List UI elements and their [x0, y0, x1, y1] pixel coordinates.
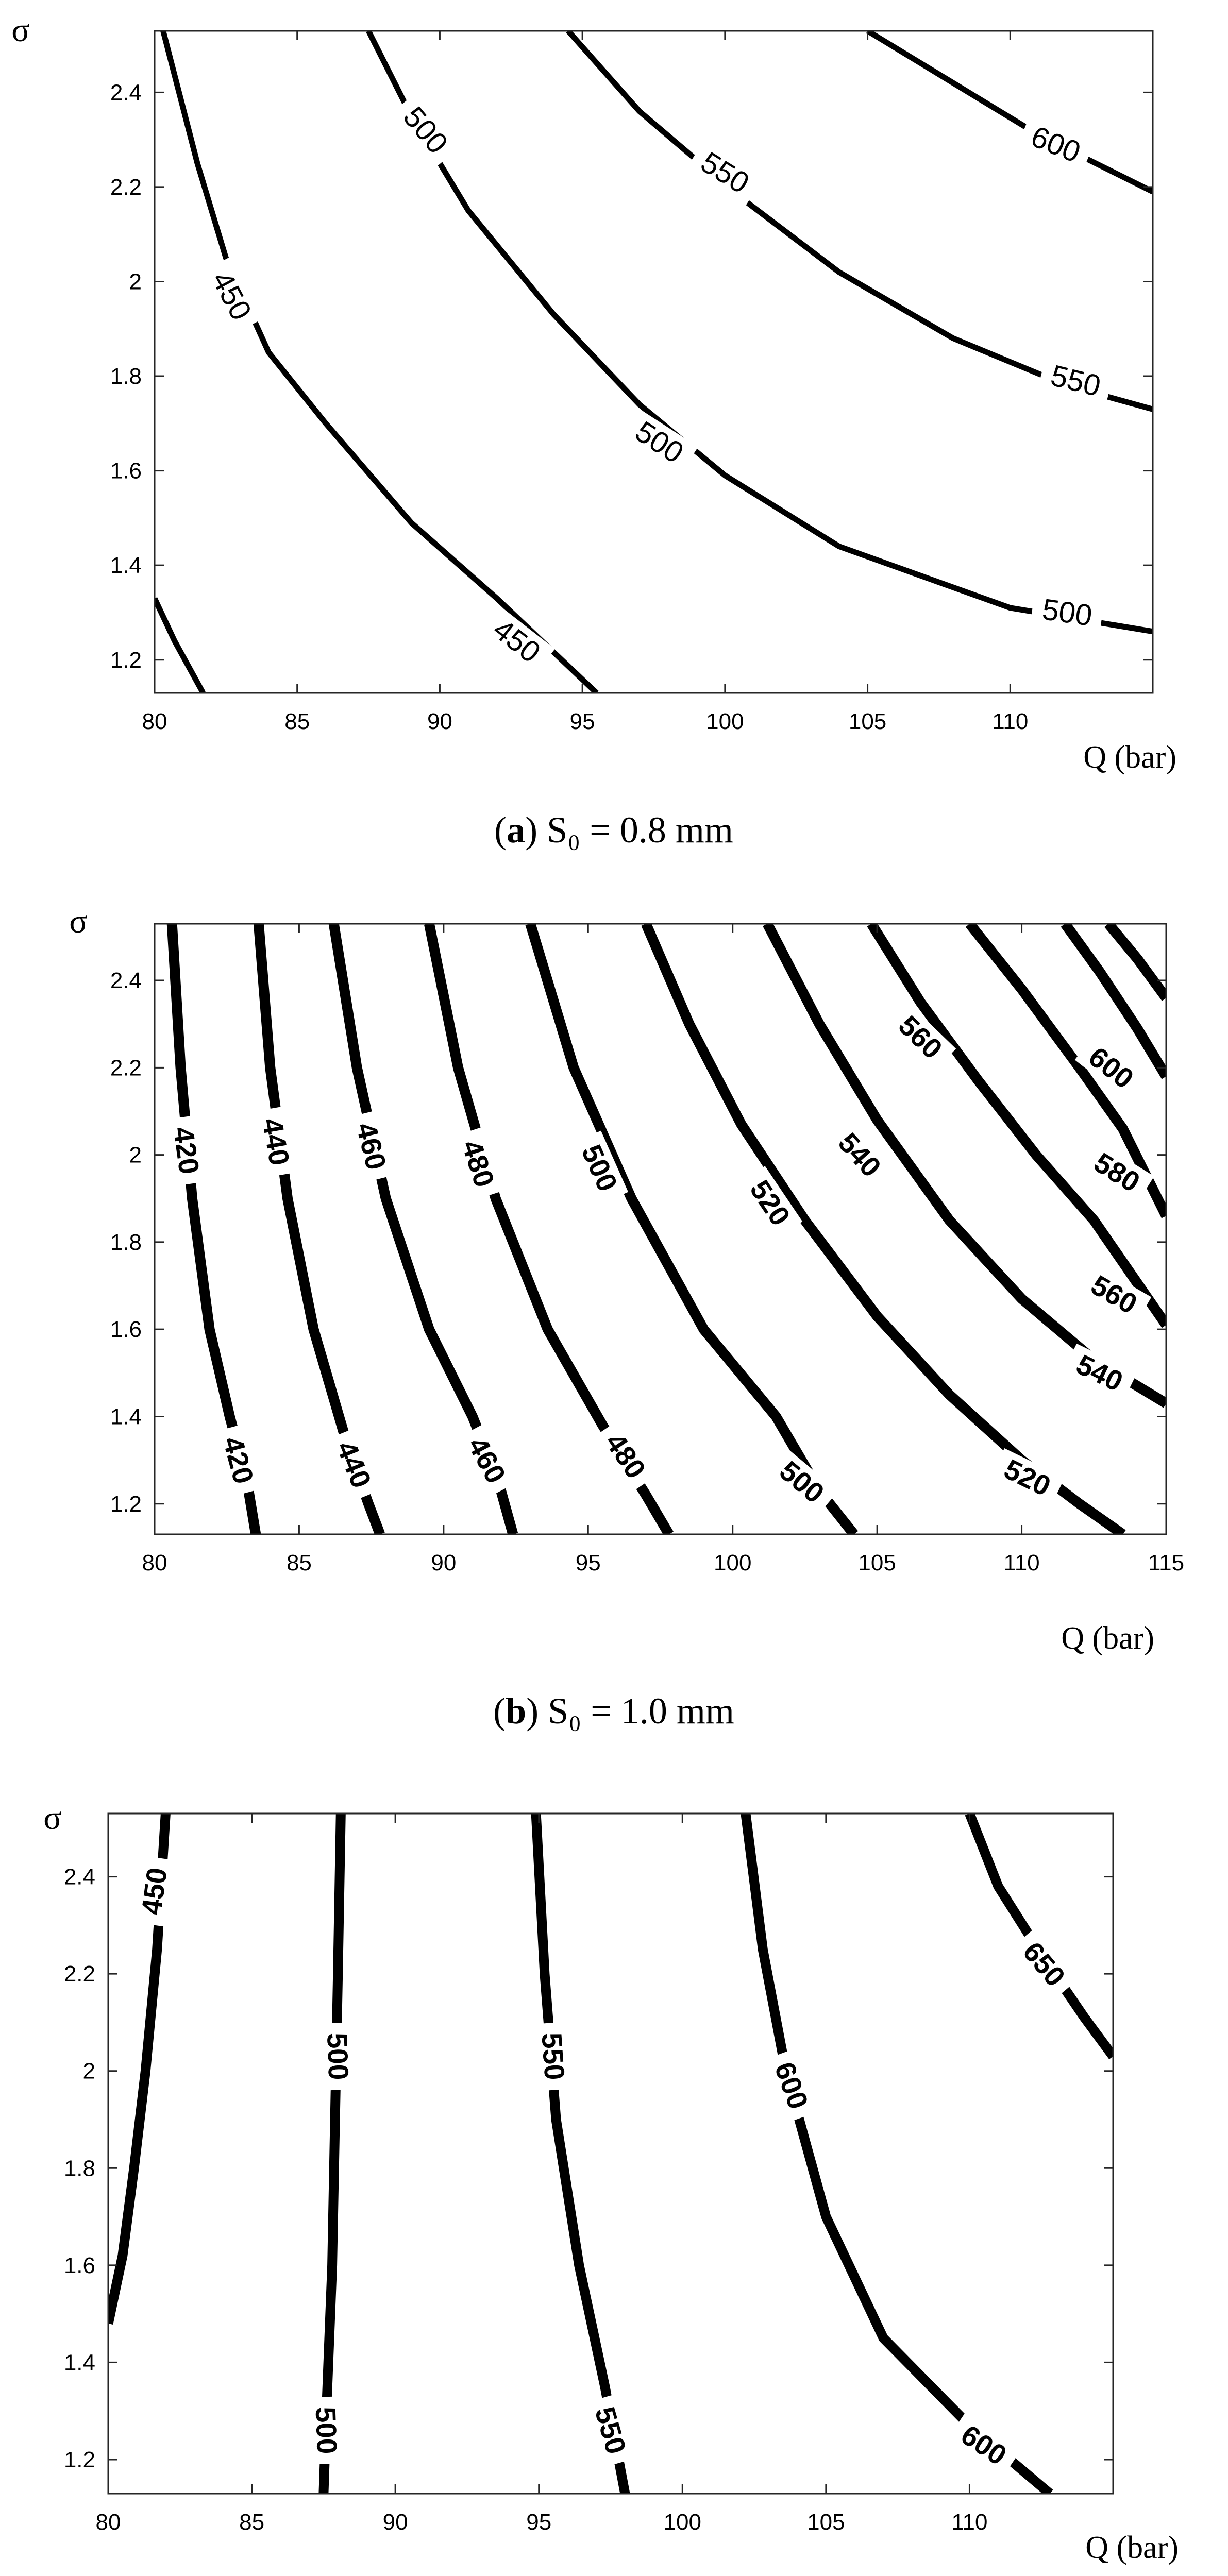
- contour-label-550: 550: [535, 2031, 571, 2081]
- x-tick-label: 95: [569, 709, 595, 734]
- x-tick-label: 105: [848, 709, 887, 734]
- contour-label-600: 600: [768, 2058, 815, 2113]
- y-tick-label: 1.4: [110, 553, 142, 579]
- y-tick-label: 1.6: [110, 458, 142, 484]
- contour-label-600: 600: [1083, 1040, 1140, 1095]
- contour-lines: [108, 1814, 1113, 2494]
- x-tick-label: 80: [142, 709, 167, 734]
- y-tick-label: 2.2: [63, 1961, 95, 1987]
- contour-lines: [155, 31, 1153, 693]
- x-tick-label: 90: [431, 1550, 457, 1575]
- y-ticks: [110, 80, 1153, 672]
- contour-label-500: 500: [629, 414, 689, 470]
- y-tick-label: 2.4: [110, 80, 142, 106]
- y-axis-label: σ: [11, 11, 30, 49]
- contour-label-560: 560: [1085, 1268, 1143, 1320]
- contour-label-460: 460: [462, 1432, 512, 1489]
- contour-labels: [200, 92, 1114, 676]
- contour-label-540: 540: [1071, 1348, 1128, 1398]
- contour-label-580: 580: [1088, 1146, 1146, 1199]
- contour-line-550: [536, 1814, 625, 2494]
- contour-label-560: 560: [892, 1009, 949, 1065]
- contour-label-420: 420: [216, 1433, 260, 1487]
- y-tick-label: 1.4: [110, 1404, 142, 1430]
- y-tick-label: 1.4: [63, 2350, 95, 2376]
- y-tick-label: 2: [82, 2058, 95, 2084]
- contour-line-600: [746, 1814, 1050, 2494]
- contour-label-600: 600: [1026, 120, 1085, 170]
- x-tick-label: 110: [992, 709, 1029, 734]
- contour-label-500: 500: [773, 1454, 831, 1510]
- x-tick-label: 115: [1148, 1550, 1185, 1575]
- y-tick-label: 1.8: [63, 2156, 95, 2181]
- contour-label-500: 500: [575, 1140, 624, 1196]
- y-tick-label: 2.2: [110, 1055, 142, 1081]
- contour-label-420: 420: [167, 1125, 206, 1176]
- x-tick-label: 90: [382, 2510, 408, 2535]
- y-tick-label: 2.4: [63, 1864, 95, 1890]
- x-tick-label: 95: [526, 2510, 552, 2535]
- y-tick-label: 2.2: [110, 174, 142, 200]
- x-axis-label: Q (bar): [1085, 2530, 1179, 2565]
- x-tick-label: 110: [951, 2510, 988, 2535]
- x-axis-label: Q (bar): [1083, 740, 1176, 775]
- contour-label-500: 500: [321, 2032, 355, 2081]
- x-tick-label: 85: [239, 2510, 265, 2535]
- x-ticks: [142, 31, 1029, 734]
- contour-line-520: [646, 924, 1123, 1534]
- panel-b: [69, 903, 1184, 1732]
- contour-line-550: [568, 31, 1153, 409]
- y-axis-label: σ: [69, 903, 88, 940]
- contour-lines: [172, 924, 1166, 1534]
- x-tick-label: 105: [858, 1550, 896, 1575]
- x-tick-label: 95: [575, 1550, 601, 1575]
- y-tick-label: 1.2: [110, 1491, 142, 1517]
- x-tick-label: 105: [807, 2510, 845, 2535]
- y-tick-label: 1.2: [63, 2447, 95, 2472]
- contour-line-400: [155, 598, 203, 693]
- y-tick-label: 2: [129, 1142, 142, 1168]
- x-tick-label: 100: [706, 709, 744, 734]
- x-tick-label: 80: [142, 1550, 167, 1575]
- contour-label-540: 540: [832, 1126, 888, 1183]
- contour-label-460: 460: [350, 1119, 393, 1173]
- x-axis-label: Q (bar): [1061, 1621, 1154, 1656]
- y-axis-label: σ: [43, 1799, 62, 1837]
- contour-label-480: 480: [456, 1136, 501, 1191]
- contour-label-500: 500: [309, 2406, 343, 2455]
- x-tick-label: 100: [714, 1550, 752, 1575]
- contour-label-450: 450: [205, 266, 258, 326]
- contour-label-550: 550: [695, 145, 755, 200]
- plot-frame: [155, 924, 1166, 1534]
- contour-label-450: 450: [486, 612, 547, 670]
- y-tick-label: 1.6: [110, 1317, 142, 1343]
- contour-label-450: 450: [134, 1866, 174, 1917]
- contour-label-440: 440: [330, 1436, 378, 1493]
- contour-line-650: [969, 1814, 1113, 2056]
- panel-a: [11, 11, 1176, 851]
- contour-label-600: 600: [955, 2418, 1013, 2472]
- contour-label-520: 520: [744, 1174, 797, 1232]
- contour-line-500: [324, 1814, 341, 2494]
- y-tick-label: 2.4: [110, 968, 142, 994]
- x-tick-label: 85: [284, 709, 310, 734]
- y-tick-label: 1.6: [63, 2252, 95, 2278]
- y-tick-label: 1.8: [110, 364, 142, 389]
- panel-c: [43, 1799, 1179, 2576]
- y-tick-label: 1.2: [110, 647, 142, 673]
- contour-label-480: 480: [599, 1427, 652, 1484]
- contour-line-450: [163, 31, 597, 693]
- contour-line-600: [868, 31, 1153, 192]
- x-tick-label: 85: [286, 1550, 312, 1575]
- contour-label-550: 550: [588, 2403, 633, 2458]
- x-tick-label: 100: [663, 2510, 701, 2535]
- x-tick-label: 110: [1003, 1550, 1040, 1575]
- contour-label-440: 440: [256, 1115, 296, 1168]
- contour-label-520: 520: [999, 1452, 1056, 1502]
- y-ticks: [64, 1865, 1113, 2472]
- contour-label-650: 650: [1017, 1936, 1072, 1993]
- panel-caption: (b) S₀ = 1.0 mm: [493, 1690, 734, 1732]
- contour-label-500: 500: [396, 100, 455, 160]
- y-tick-label: 1.8: [110, 1229, 142, 1255]
- panel-caption: (a) S₀ = 0.8 mm: [494, 809, 733, 851]
- contour-label-550: 550: [1047, 358, 1104, 403]
- x-tick-label: 80: [95, 2510, 121, 2535]
- contour-label-500: 500: [1040, 592, 1095, 633]
- y-tick-label: 2: [129, 269, 142, 295]
- contour-line-620: [1108, 924, 1166, 998]
- x-tick-label: 90: [427, 709, 452, 734]
